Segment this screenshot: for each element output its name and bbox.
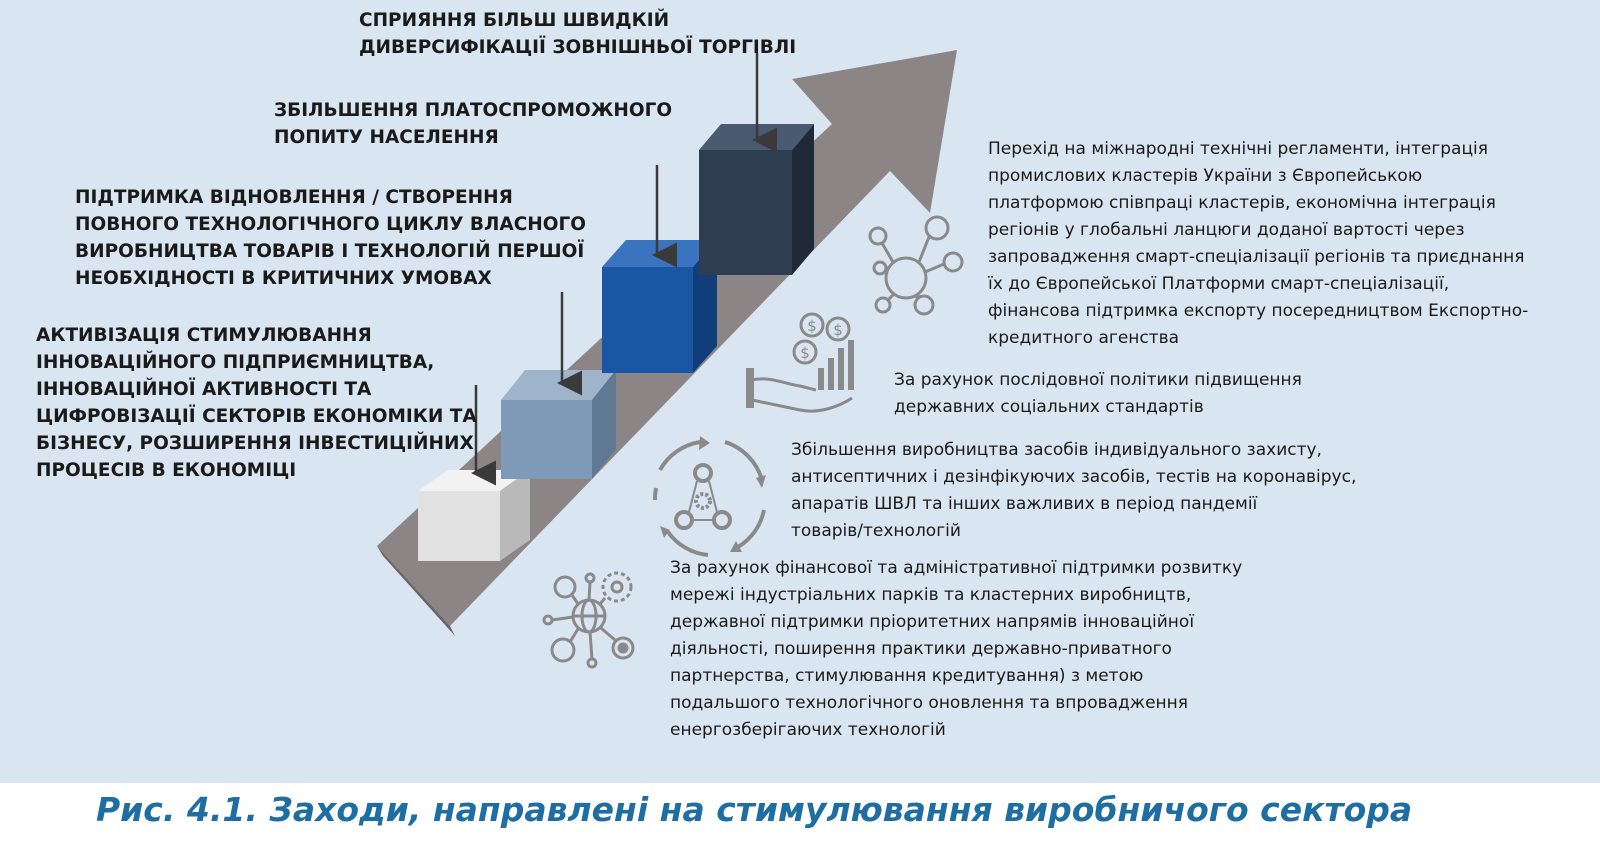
cube-2: [501, 370, 616, 479]
measure-description-2: За рахунок послідовної політики підвищення державних соціальних стандартів: [894, 370, 1302, 417]
measure-label-1: СПРИЯННЯ БІЛЬШ ШВИДКІЙ ДИВЕРСИФІКАЦІЇ ЗОВНІШНЬОЇ ТОРГІВЛІ: [359, 10, 797, 58]
team-cycle-icon: [655, 436, 766, 555]
svg-text:$: $: [807, 317, 817, 335]
svg-text:$: $: [800, 344, 810, 362]
measure-description-3: Збільшення виробництва засобів індивідуального захисту, антисептичних і дезінфікуючих засобів, тестів на коронавірус, апаратів ШВЛ та інших важливих в період пандемії товарів/технологій: [791, 440, 1357, 541]
measure-description-4: За рахунок фінансової та адміністративної підтримки розвитку мережі індустріальних парків та кластерних виробництв, державної підтримки пріоритетних напрямів інноваційної діяльності, поширення практики державно-приватного партнерства, стимулювання кредитування) з метою подальшого технологічного оновлення та впровадження енергозберігаючих технологій: [670, 558, 1243, 740]
figure-caption: Рис. 4.1. Заходи, направлені на стимулювання виробничого сектора: [96, 790, 1413, 829]
cube-4: [699, 124, 814, 275]
measure-label-3: ПІДТРИМКА ВІДНОВЛЕННЯ / СТВОРЕННЯ ПОВНОГО ТЕХНОЛОГІЧНОГО ЦИКЛУ ВЛАСНОГО ВИРОБНИЦТВА ТОВАРІВ І ТЕХНОЛОГІЙ ПЕРШОЇ НЕОБХІДНОСТІ В КРИТИЧНИХ УМОВАХ: [75, 187, 587, 289]
measure-label-4: АКТИВІЗАЦІЯ СТИМУЛЮВАННЯ ІННОВАЦІЙНОГО ПІДПРИЄМНИЦТВА, ІННОВАЦІЙНОЇ АКТИВНОСТІ ТА ЦИФРОВІЗАЦІЇ СЕКТОРІВ ЕКОНОМІКИ ТА БІЗНЕСУ, РОЗШИРЕННЯ ІНВЕСТИЦІЙНИХ ПРОЦЕСІВ В ЕКОНОМІЦІ: [36, 325, 477, 481]
measure-label-2: ЗБІЛЬШЕННЯ ПЛАТОСПРОМОЖНОГО ПОПИТУ НАСЕЛЕННЯ: [274, 100, 673, 148]
measure-description-1: Перехід на міжнародні технічні регламенти, інтеграція промислових кластерів України з Європейською платформою співпраці кластерів, економічна інтеграція регіонів у глобальні ланцюги доданої вартості через запровадження смарт-спеціалізації регіонів та приєднання їх до Європейської Платформи смарт-спеціалізації, фінансова підтримка експорту посередництвом Експортно- кредитного агенства: [988, 139, 1529, 348]
svg-text:$: $: [833, 321, 843, 339]
money-growth-hand-icon: [746, 314, 854, 411]
network-nodes-icon: [870, 217, 962, 314]
technology-globe-icon: [544, 573, 633, 667]
